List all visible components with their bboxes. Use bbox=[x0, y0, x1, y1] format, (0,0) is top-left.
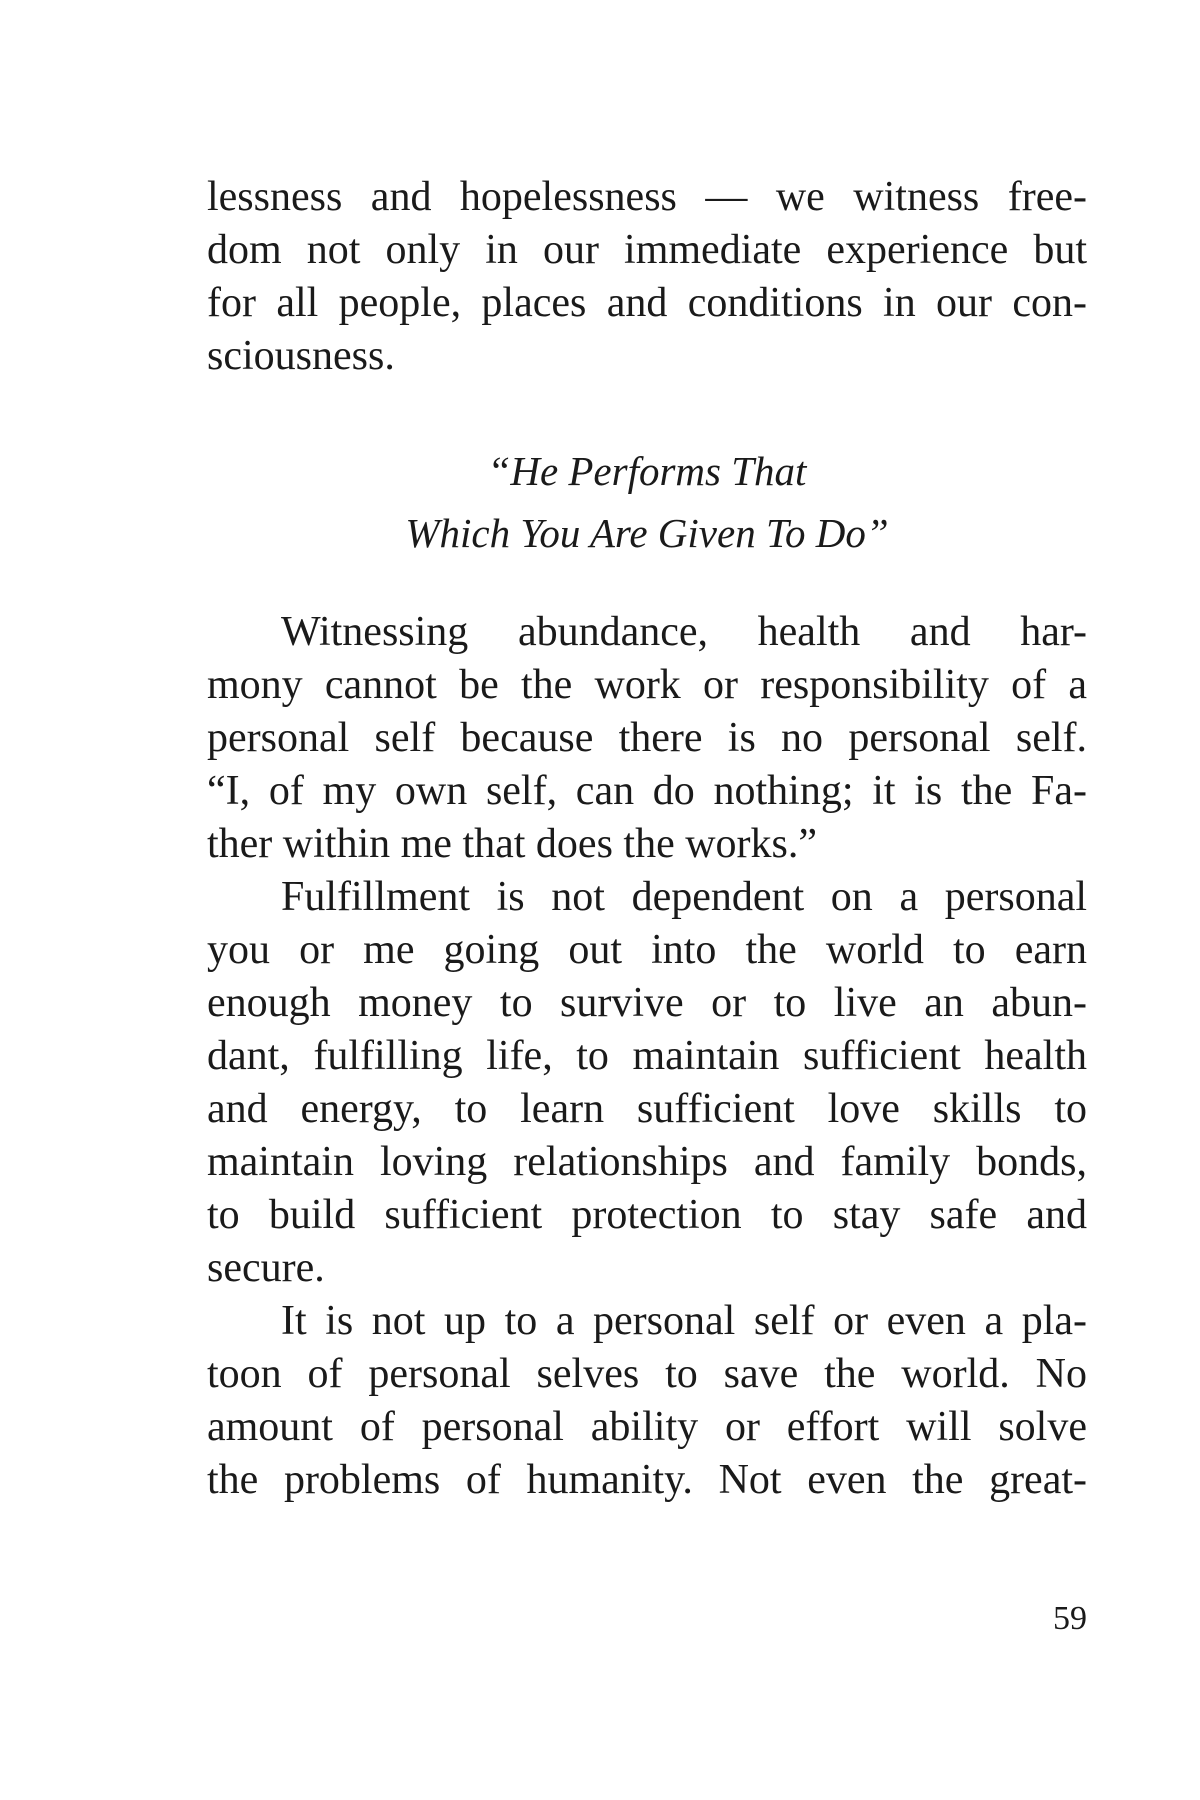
text-line: you or me going out into the world to earn bbox=[207, 927, 1087, 973]
text-line: secure. bbox=[207, 1245, 325, 1291]
text-line: dom not only in our immediate experience but bbox=[207, 227, 1087, 273]
text-line: It is not up to a personal self or even a pla- bbox=[281, 1298, 1087, 1344]
body-text bbox=[207, 606, 1087, 1507]
text-line: amount of personal ability or effort will solve bbox=[207, 1404, 1087, 1450]
text-line: dant, fulfilling life, to maintain sufficient health bbox=[207, 1033, 1087, 1079]
text-line: ther within me that does the works.” bbox=[207, 821, 818, 867]
text-line: maintain loving relationships and family bonds, bbox=[207, 1139, 1087, 1185]
text-line: enough money to survive or to live an abun- bbox=[207, 980, 1087, 1026]
continued-paragraph bbox=[207, 171, 1087, 383]
text-line: lessness and hopelessness — we witness free- bbox=[207, 174, 1087, 220]
text-line: Witnessing abundance, health and har- bbox=[281, 609, 1087, 655]
section-heading bbox=[207, 440, 1087, 564]
text-line: for all people, places and conditions in our con- bbox=[207, 280, 1087, 326]
text-line: the problems of humanity. Not even the great- bbox=[207, 1457, 1087, 1503]
text-line: and energy, to learn sufficient love skills to bbox=[207, 1086, 1087, 1132]
text-line: Fulfillment is not dependent on a personal bbox=[281, 874, 1087, 920]
heading-line: Which You Are Given To Do” bbox=[405, 510, 889, 556]
text-line: toon of personal selves to save the world. No bbox=[207, 1351, 1087, 1397]
text-line: mony cannot be the work or responsibility of a bbox=[207, 662, 1087, 708]
text-line: sciousness. bbox=[207, 333, 395, 379]
text-line: personal self because there is no personal self. bbox=[207, 715, 1087, 761]
heading-line: “He Performs That bbox=[487, 448, 807, 494]
text-line: “I, of my own self, can do nothing; it is the Fa- bbox=[207, 768, 1087, 814]
text-line: to build sufficient protection to stay safe and bbox=[207, 1192, 1087, 1238]
page-number: 59 bbox=[1053, 1600, 1087, 1637]
